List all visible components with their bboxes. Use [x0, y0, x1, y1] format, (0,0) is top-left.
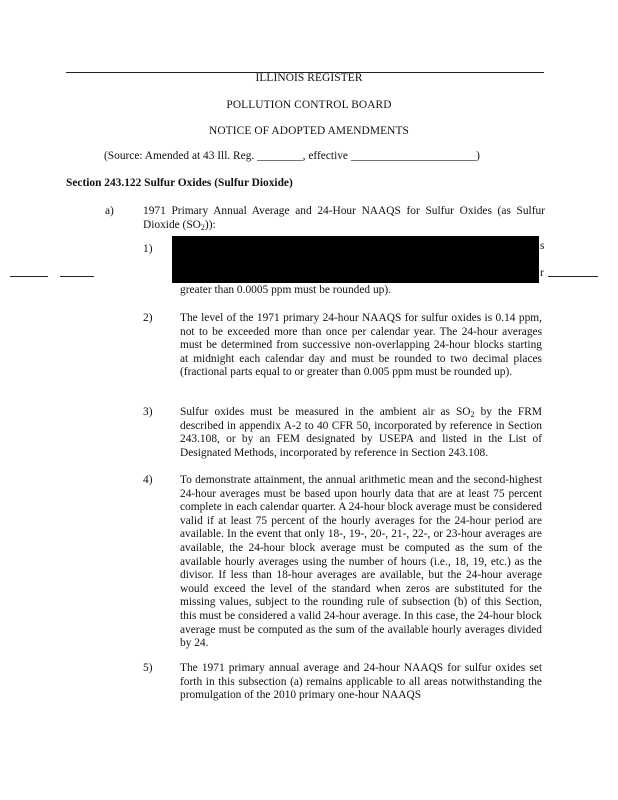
- item-1-label: 1): [143, 243, 153, 255]
- section-heading: Section 243.122 Sulfur Oxides (Sulfur Dioxide): [66, 177, 293, 189]
- item-2-text: The level of the 1971 primary 24-hour NAAQS for sulfur oxides is 0.14 ppm, not to be exceeded more than once per calendar year. The 24-hour averages must be determined from successive non-overlapping 24-hour blocks starting at midnight each calendar day and must be rounded to two decimal places (fractional parts equal to or greater than 0.005 ppm must be rounded up).: [180, 312, 542, 379]
- item-3-label: 3): [143, 406, 153, 418]
- board-name: POLLUTION CONTROL BOARD: [226, 99, 392, 111]
- item-1-tail-1: s: [540, 240, 545, 252]
- notice-title: NOTICE OF ADOPTED AMENDMENTS: [209, 125, 409, 137]
- item-5-label: 5): [143, 662, 153, 674]
- item-1-tail-2: r: [540, 267, 544, 279]
- scan-mark: [60, 276, 94, 277]
- scan-mark: [10, 276, 48, 277]
- scan-mark: [548, 276, 598, 277]
- redaction-block: [172, 236, 539, 283]
- item-3-text: Sulfur oxides must be measured in the ambient air as $SO_2$ by the FRM described in appendix A-2 to 40 CFR 50, incorporated by reference in Section 243.108, or by an FEM designated by USEPA and listed in the List of Designated Methods, incorporated by reference in Section 243.108.: [180, 406, 542, 459]
- item-5-text: The 1971 primary annual average and 24-hour NAAQS for sulfur oxides set forth in this subsection (a) remains applicable to all areas notwithstanding the promulgation of the 2010 primary one-hour NAAQS: [180, 662, 542, 702]
- item-1-last-line: greater than 0.0005 ppm must be rounded up).: [180, 284, 391, 296]
- register-title: ILLINOIS REGISTER: [255, 72, 363, 84]
- item-4-label: 4): [143, 474, 153, 486]
- source-note: (Source: Amended at 43 Ill. Reg. ________, effective ______________________): [104, 150, 480, 162]
- subsection-a-label: a): [105, 205, 114, 217]
- subsection-a-text: 1971 Primary Annual Average and 24-Hour NAAQS for Sulfur Oxides (as Sulfur Dioxide $(SO_2)$):: [143, 205, 545, 232]
- item-4-text: To demonstrate attainment, the annual arithmetic mean and the second-highest 24-hour averages must be based upon hourly data that are at least 75 percent complete in each calendar quarter. A 24-hour block average must be considered valid if at least 75 percent of the hourly averages for the 24-hour period are available. In the event that only 18-, 19-, 20-, 21-, 22-, or 23-hour averages are available, the 24-hour block average must be computed as the sum of the available hourly averages using the number of hours (i.e., 18, 19, etc.) as the divisor. If less than 18-hour averages are available, but the 24-hour average would exceed the level of the standard when zeros are substituted for the missing values, subject to the rounding rule of subsection (b) of this Section, this must be considered a valid 24-hour average. In this case, the 24-hour block average must be computed as the sum of the available hourly averages divided by 24.: [180, 474, 542, 650]
- item-2-label: 2): [143, 312, 153, 324]
